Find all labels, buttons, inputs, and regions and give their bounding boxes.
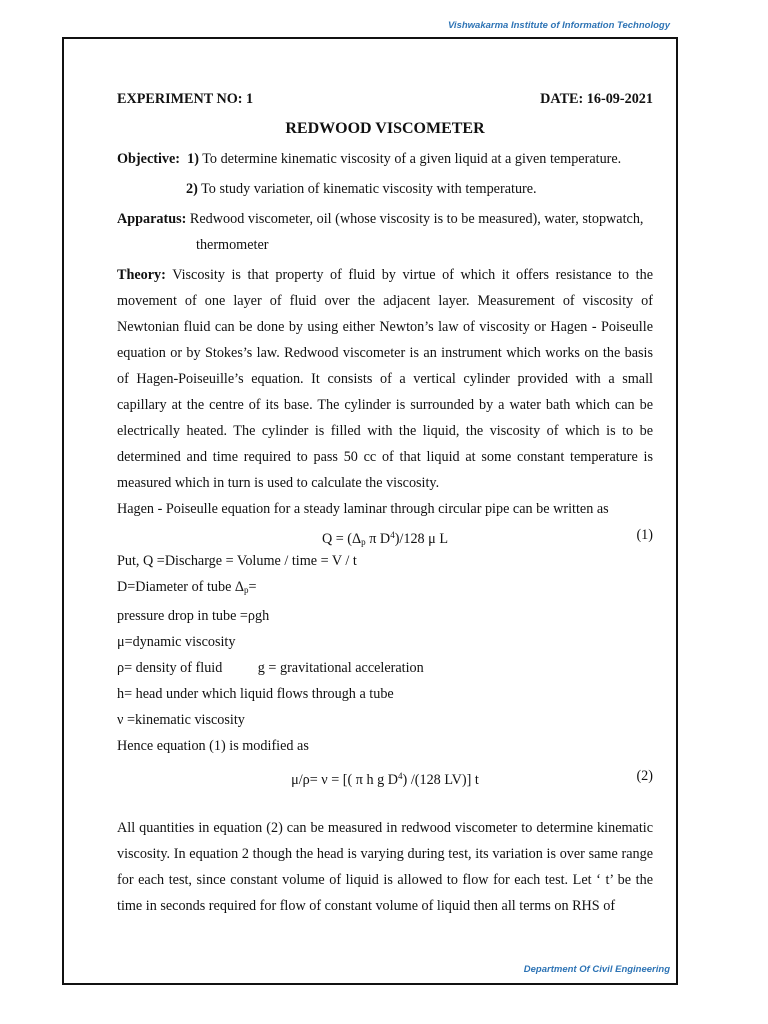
institute-header: Vishwakarma Institute of Information Technology [447, 20, 670, 31]
apparatus-line [117, 206, 653, 232]
apparatus-label: Apparatus: [117, 211, 187, 227]
objective-item-1 [117, 146, 653, 172]
equation-1-part-b: π D [365, 531, 391, 547]
equation-2-row [117, 763, 653, 789]
equation-1-part-a: Q = (Δ [321, 531, 362, 547]
closing-paragraph: All quantities in equation (2) can be measured in redwood viscometer to determine kinematic viscosity. In equation 2 though the head is varying during test, its variation is over same range for each test, since constant volume of liquid is allowed to flow for each test. Let ‘ t’ be the time in seconds required for flow of constant volume of liquid then all terms on RHS of [117, 820, 653, 914]
definition-diameter-subscript: p [244, 585, 249, 595]
theory-paragraph [117, 262, 653, 496]
equation-2-number: (2) [636, 768, 653, 784]
experiment-header-row [117, 86, 653, 112]
equation-1-number: (1) [636, 527, 653, 543]
theory-label: Theory: [117, 267, 166, 283]
hagen-intro: Hagen - Poiseulle equation for a steady laminar through circular pipe can be written as [117, 501, 609, 517]
definition-kinematic-viscosity: ν =kinematic viscosity [117, 712, 245, 728]
experiment-date: DATE: 16-09-2021 [540, 91, 653, 107]
document-title: REDWOOD VISCOMETER [285, 120, 485, 137]
definition-diameter-equals: = [248, 579, 257, 595]
objective-item-2-text: To study variation of kinematic viscosity with temperature. [201, 181, 537, 197]
equation-1-part-c: )/128 μ L [394, 531, 449, 547]
equation-1 [117, 522, 653, 555]
equation-2-part-a: μ/ρ= ν = [( π h g D [291, 772, 399, 788]
definition-put: Put, Q =Discharge = Volume / time = V / t [117, 553, 357, 569]
objective-item-2-number: 2) [186, 181, 198, 197]
definition-head: h= head under which liquid flows through a tube [117, 686, 394, 702]
definition-diameter [117, 574, 653, 603]
definition-diameter-text: D=Diameter of tube Δ [117, 579, 245, 595]
theory-text: Viscosity is that property of fluid by virtue of which it offers resistance to the movement of one layer of fluid over the adjacent layer. Measurement of viscosity of Newtonian fluid can be done by using either Newton’s law of viscosity or Hagen - Poiseulle equation or by Stokes’s law. Redwood viscometer is an instrument which works on the basis of Hagen-Poiseuille’s equation. It consists of a vertical cylinder provided with a small capillary at the centre of its base. The cylinder is surrounded by a water bath which can be electrically heated. The cylinder is filled with the liquid, the viscosity of which is to be determined and time required to pass 50 cc of that liquid at some constant temperature is measured which in turn is used to calculate the viscosity. [117, 267, 653, 491]
definition-dynamic-viscosity: μ=dynamic viscosity [117, 634, 236, 650]
equation-2-superscript: 4 [398, 771, 403, 781]
definition-density: ρ= density of fluid g = gravitational acceleration [117, 660, 424, 676]
equation-1-superscript: 4 [390, 530, 395, 540]
apparatus-line-continued: thermometer [196, 237, 269, 253]
experiment-number: EXPERIMENT NO: 1 [117, 91, 254, 107]
equation-2 [117, 763, 653, 793]
objective-label: Objective: [117, 151, 181, 167]
document-body [117, 86, 653, 919]
definition-pressure-drop: pressure drop in tube =ρgh [117, 608, 270, 624]
hence-line: Hence equation (1) is modified as [117, 738, 309, 754]
objective-item-1-number: 1) [187, 151, 199, 167]
objective-item-1-text: To determine kinematic viscosity of a given liquid at a given temperature. [202, 151, 622, 167]
equation-2-part-b: ) /(128 LV)] t [402, 772, 479, 788]
equation-1-subscript: p [361, 537, 366, 547]
equation-1-row [117, 522, 653, 548]
apparatus-text: Redwood viscometer, oil (whose viscosity is to be measured), water, stopwatch, [189, 211, 644, 227]
department-footer: Department Of Civil Engineering [523, 964, 670, 975]
objective-item-2 [117, 176, 653, 202]
